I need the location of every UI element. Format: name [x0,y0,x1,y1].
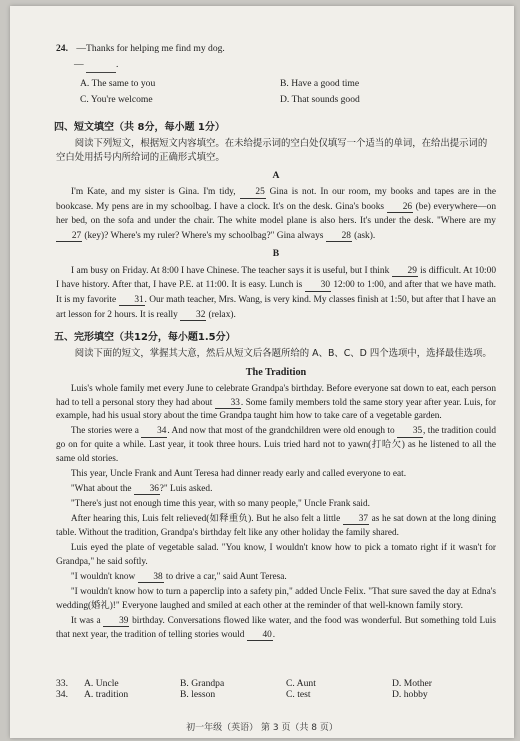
options-list [80,77,496,108]
blank-29[interactable]: 29 [392,266,418,277]
cloze-paragraph: Luis's whole family met every June to celebrate Grandpa's birthday. Before everyone sat down to eat, each person had to tell a personal story they had about 33. Some family members told the same story year after year. Luis, for example, had his usual story about the time Grandpa taught him how to take care of a vegetable garden. [56,383,496,422]
blank-32[interactable]: 32 [180,310,206,321]
blank-38[interactable]: 38 [138,572,164,583]
blank-33[interactable]: 33 [215,398,241,409]
cloze-paragraph: "What about the 36?" Luis asked. [70,484,213,495]
passage-b-label: B [272,248,280,260]
question-prompt: —Thanks for helping me find my dog. [76,43,225,54]
exam-page [10,6,514,738]
blank-30[interactable]: 30 [305,280,331,291]
choice-number: 34. [56,689,68,700]
blank-26[interactable]: 26 [387,202,413,213]
passage-title: The Tradition [245,367,307,379]
passage-b: I am busy on Friday. At 8:00 I have Chinese. The teacher says it is useful, but I think 29 is difficult. At 10:00 I have history. After that, I have P.E. at 11:00. It is easy. Lunch is 30 12:00 to 1:00, and after that we have math. It is my favorite 31. Our math teacher, Mrs. Wang, is very kind. My classes finish at 1:50, but after that I have an art lesson for 2 hours. It is really 32 (relax). [56,265,497,320]
blank-35[interactable]: 35 [397,426,423,437]
choice-row-34 [56,689,496,700]
cloze-choices [56,678,496,700]
section-4-instruction: 阅读下列短文，根据短文内容填空。在未给提示词的空白处仅填写一个适当的单词，在给出提示词的空白处用括号内所给词的正确形式填空。 [56,137,488,163]
option-a[interactable]: A. The same to you [80,77,156,89]
choice-a[interactable]: A. tradition [84,689,129,700]
blank-40[interactable]: 40 [247,630,273,641]
passage-a: I'm Kate, and my sister is Gina. I'm tidy, 25 Gina is not. In our room, my books and tapes are in the bookcase. My pens are in my schoolbag. I have a clock. It's on the desk. Gina's books 26 (be) everywhere—on her bed, on the sofa and under the chair. The white model plane is also hers. It's under the desk. "Where are my 27 (key)? Where's my ruler? Where's my schoolbag?" Gina always 28 (ask). [56,187,497,241]
blank-25[interactable]: 25 [240,187,266,198]
blank-34[interactable]: 34 [141,426,167,437]
exam-content [56,42,496,643]
cloze-paragraph: This year, Uncle Frank and Aunt Teresa had dinner ready early and called everyone to eat. [70,469,407,480]
cloze-paragraph: "I wouldn't know how to turn a paperclip into a safety pin," added Uncle Felix. "That sure saved the day at Edna's wedding(婚礼)!" Everyone laughed and smiled at each other at the reminder of that well-known family story. [56,586,496,611]
section-5-instruction: 阅读下面的短文，掌握其大意，然后从短文后各题所给的 A、B、C、D 四个选项中，选择最佳选项。 [74,348,492,360]
option-b[interactable]: B. Have a good time [280,77,360,89]
blank-28[interactable]: 28 [326,231,352,242]
choice-a[interactable]: A. Uncle [84,678,119,689]
cloze-paragraph: The stories were a 34. And now that most of the grandchildren were old enough to 35, the tradition could go on for quite a while. Last year, it took three hours. Luis tried hard not to yawn(打哈欠) as he listened to all the same old stories. [56,426,497,465]
question-number: 24. [56,43,68,54]
cloze-paragraph: Luis eyed the plate of vegetable salad. "You know, I wouldn't know how to pick a tomato right if it wasn't for Grandpa," he said softly. [56,542,496,567]
page-footer: 初一年级（英语） 第 3 页（共 8 页） [186,723,338,733]
cloze-paragraph: It was a 39 birthday. Conversations flowed like water, and the food was wonderful. But something told Luis that next year, the tradition of telling stories would 40. [56,615,496,640]
choice-b[interactable]: B. Grandpa [180,678,225,689]
blank-31[interactable]: 31 [119,295,145,306]
option-c[interactable]: C. You're welcome [80,94,153,106]
cloze-paragraph: "I wouldn't know 38 to drive a car," said Aunt Teresa. [70,571,287,582]
choice-number: 33. [56,678,68,689]
choice-c[interactable]: C. Aunt [286,678,316,689]
reply-dash: — [74,59,84,71]
question-24: 24. —Thanks for helping me find my dog. — . A. The same to you B. Have a good time C. You're welcome D. That sounds good [56,42,496,108]
cloze-paragraph: "There's just not enough time this year, with so many people," Uncle Frank said. [70,499,370,510]
cloze-passage [56,383,496,643]
blank-39[interactable]: 39 [103,616,129,627]
choice-d[interactable]: D. Mother [392,678,432,689]
cloze-paragraph: After hearing this, Luis felt relieved(如释重负). But he also felt a little 37 as he sat down at the long dining table. Without the tradition, Grandpa's birthday felt like any other holiday the family shared. [56,514,496,538]
blank-36[interactable]: 36 [134,484,160,495]
section-5-heading: 五、完形填空（共12分，每小题1.5分） [54,332,236,344]
passage-a-label: A [272,169,280,181]
blank-37[interactable]: 37 [343,514,369,525]
choice-row-33 [56,678,496,689]
choice-d[interactable]: D. hobby [392,689,428,700]
section-4-heading: 四、短文填空（共 8分，每小题 1分） [54,121,225,133]
answer-blank[interactable] [86,63,116,73]
option-d[interactable]: D. That sounds good [280,94,360,106]
blank-27[interactable]: 27 [56,231,82,242]
choice-c[interactable]: C. test [286,689,311,700]
choice-b[interactable]: B. lesson [180,689,216,700]
